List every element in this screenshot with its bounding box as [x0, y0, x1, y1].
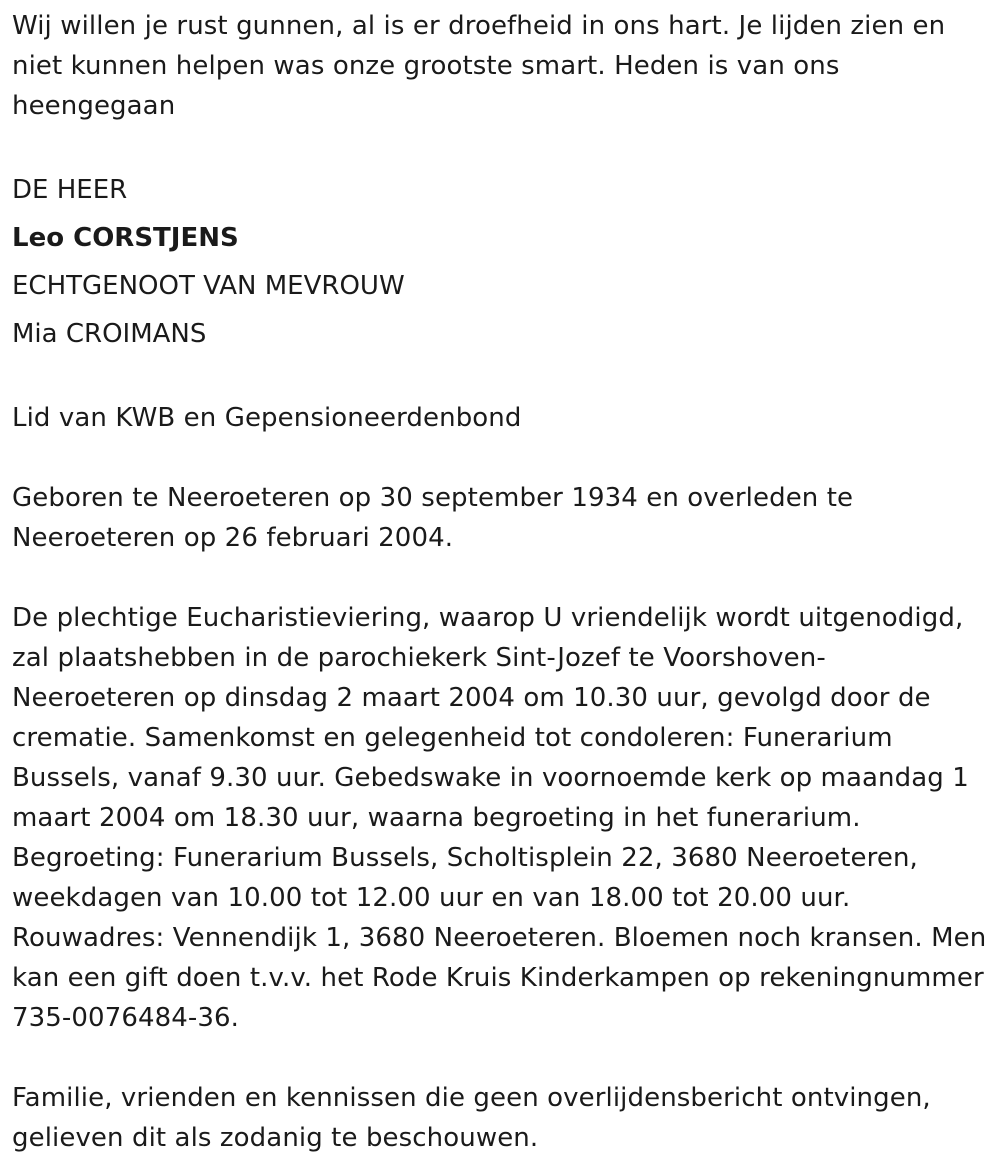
spacer	[12, 438, 988, 478]
spacer	[12, 126, 988, 166]
spouse-name: Mia CROIMANS	[12, 319, 207, 349]
membership-text: Lid van KWB en Gepensioneerdenbond	[12, 403, 522, 433]
deceased-name: Leo CORSTJENS	[12, 223, 239, 253]
intro-text: Wij willen je rust gunnen, al is er droefheid in ons hart. Je lijden zien en niet kunnen helpen was onze grootste smart. Heden is van ons heengegaan	[12, 11, 946, 121]
birth-death-text: Geboren te Neeroeteren op 30 september 1934 en overleden te Neeroeteren op 26 februari 2004.	[12, 483, 854, 553]
spacer	[12, 558, 988, 598]
ceremony-text: De plechtige Eucharistieviering, waarop U vriendelijk wordt uitgenodigd, zal plaatshebben in de parochiekerk Sint-Jozef te Voorshoven-Neeroeteren op dinsdag 2 maart 2004 om 10.30 uur, gevolgd door de crematie. Samenkomst en gelegenheid tot condoleren: Funerarium Bussels, vanaf 9.30 uur. Gebedswake in voornoemde kerk op maandag 1 maart 2004 om 18.30 uur, waarna begroeting in het funerarium. Begroeting: Funerarium Bussels, Scholtisplein 22, 3680 Neeroeteren, weekdagen van 10.00 tot 12.00 uur en van 18.00 tot 20.00 uur. Rouwadres: Vennendijk 1, 3680 Neeroeteren. Bloemen noch kransen. Men kan een gift doen t.v.v. het Rode Kruis Kinderkampen op rekeningnummer 735-0076484-36.	[12, 603, 987, 1033]
spacer	[12, 1038, 988, 1078]
closing-text: Familie, vrienden en kennissen die geen overlijdensbericht ontvingen, gelieven dit als zodanig te beschouwen.	[12, 1083, 931, 1153]
relation-label: ECHTGENOOT VAN MEVROUW	[12, 271, 405, 301]
spacer	[12, 358, 988, 398]
honorific-title: DE HEER	[12, 175, 128, 205]
